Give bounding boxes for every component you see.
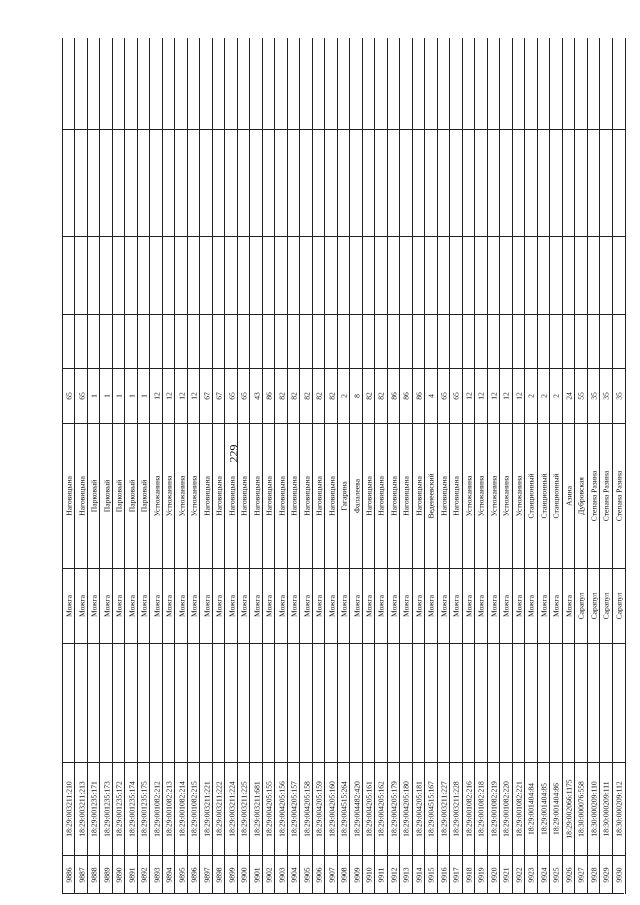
city: Можга bbox=[252, 595, 262, 617]
house-number: 12 bbox=[177, 392, 187, 400]
table-row bbox=[549, 38, 562, 894]
row-number: 9905 bbox=[302, 867, 312, 883]
row-number: 9893 bbox=[152, 867, 162, 883]
house-number: 65 bbox=[77, 392, 87, 400]
city: Можга bbox=[476, 595, 486, 617]
row-number: 9899 bbox=[227, 867, 237, 883]
city: Можга bbox=[139, 595, 149, 617]
house-number: 86 bbox=[401, 392, 411, 400]
street: Веденеевский bbox=[426, 473, 436, 519]
street: Дубровская bbox=[576, 477, 586, 515]
house-number: 86 bbox=[389, 392, 399, 400]
cadastral-number: 18:29:001404:84 bbox=[526, 783, 536, 835]
city: Можга bbox=[302, 595, 312, 617]
cadastral-number: 18:29:003211:221 bbox=[202, 781, 212, 837]
cadastral-number: 18:29:003211:224 bbox=[227, 781, 237, 837]
city: Можга bbox=[114, 595, 124, 617]
table-row bbox=[237, 38, 250, 894]
cadastral-number: 18:29:004205:155 bbox=[264, 781, 274, 837]
cadastral-number: 18:30:000209:110 bbox=[589, 781, 599, 837]
house-number: 65 bbox=[239, 392, 249, 400]
house-number: 2 bbox=[339, 394, 349, 398]
house-number: 2 bbox=[539, 394, 549, 398]
house-number: 67 bbox=[202, 392, 212, 400]
street: Степана Разина bbox=[614, 470, 624, 522]
row-number: 9908 bbox=[339, 867, 349, 883]
cadastral-number: 18:29:004205:179 bbox=[389, 781, 399, 837]
table-row bbox=[87, 38, 100, 894]
street: Азина bbox=[564, 486, 574, 506]
city: Можга bbox=[514, 595, 524, 617]
city: Можга bbox=[127, 595, 137, 617]
cadastral-number: 18:29:004482:420 bbox=[352, 781, 361, 837]
table-row bbox=[462, 38, 475, 894]
city: Можга bbox=[339, 595, 349, 617]
city: Можга bbox=[239, 595, 249, 617]
row-number: 9896 bbox=[189, 867, 199, 883]
table-row bbox=[587, 38, 600, 894]
city: Можга bbox=[277, 595, 287, 617]
page-number-text: 229 bbox=[226, 444, 241, 462]
table-row bbox=[199, 38, 212, 894]
table-row bbox=[499, 38, 512, 894]
row-number: 9910 bbox=[364, 867, 374, 883]
table-row bbox=[387, 38, 400, 894]
cadastral-number: 18:29:003211:228 bbox=[451, 781, 461, 837]
table-row bbox=[324, 38, 337, 894]
cadastral-number: 18:29:001235:173 bbox=[102, 781, 112, 837]
row-number: 9902 bbox=[264, 867, 274, 883]
city: Можга bbox=[451, 595, 461, 617]
street: Устюжанина bbox=[514, 475, 524, 517]
row-number: 9929 bbox=[601, 867, 611, 883]
house-number-cell bbox=[613, 368, 625, 423]
city: Можга bbox=[177, 595, 187, 617]
table-row bbox=[99, 38, 112, 894]
row-number: 9914 bbox=[414, 867, 424, 883]
table-row bbox=[374, 38, 387, 894]
registry-table bbox=[62, 38, 624, 894]
cadastral-number: 18:29:003211:681 bbox=[252, 781, 262, 837]
table-row bbox=[174, 38, 187, 894]
city: Можга bbox=[189, 595, 199, 617]
city: Можга bbox=[389, 595, 399, 617]
row-number: 9915 bbox=[426, 867, 436, 883]
cadastral-number: 18:29:001235:174 bbox=[127, 781, 137, 837]
house-number: 12 bbox=[489, 392, 499, 400]
street: Наговицына bbox=[202, 476, 212, 516]
city: Можга bbox=[102, 595, 112, 617]
house-number: 12 bbox=[464, 392, 474, 400]
cadastral-number: 18:30:000209:111 bbox=[601, 781, 611, 837]
street: Наговицына bbox=[327, 476, 337, 516]
street: Станционный bbox=[526, 473, 536, 519]
cadastral-number: 18:29:003211:227 bbox=[439, 781, 449, 837]
row-number: 9887 bbox=[77, 867, 87, 883]
row-number-cell bbox=[613, 855, 625, 894]
cadastral-number: 18:29:001235:172 bbox=[114, 781, 124, 837]
city: Сарапул bbox=[576, 592, 586, 620]
table-row bbox=[124, 38, 137, 894]
house-number: 12 bbox=[164, 392, 174, 400]
row-number: 9894 bbox=[164, 867, 174, 883]
house-number: 43 bbox=[252, 392, 262, 400]
table-row bbox=[62, 38, 75, 894]
row-number: 9888 bbox=[89, 867, 99, 883]
cadastral-number: 18:29:001082:215 bbox=[189, 781, 199, 837]
house-number: 12 bbox=[189, 392, 199, 400]
house-number: 65 bbox=[439, 392, 449, 400]
row-number: 9911 bbox=[376, 867, 386, 883]
row-number: 9928 bbox=[589, 867, 599, 883]
street: Степана Разина bbox=[601, 470, 611, 522]
city: Можга bbox=[314, 595, 324, 617]
blank-cell-cell bbox=[613, 314, 625, 368]
row-number: 9903 bbox=[277, 867, 287, 883]
row-number: 9920 bbox=[489, 867, 499, 883]
city: Можга bbox=[439, 595, 449, 617]
row-number: 9917 bbox=[451, 867, 461, 883]
street: Парковый bbox=[102, 479, 112, 513]
house-number: 82 bbox=[289, 392, 299, 400]
blank-cell-cell bbox=[613, 236, 625, 314]
street: Гагарина bbox=[339, 481, 349, 511]
cadastral-number: 18:29:004515:264 bbox=[339, 781, 349, 837]
row-number: 9898 bbox=[214, 867, 224, 883]
house-number: 4 bbox=[426, 394, 436, 398]
city: Можга bbox=[227, 595, 237, 617]
street: Фалалеева bbox=[352, 478, 361, 514]
city: Сарапул bbox=[589, 592, 599, 620]
house-number: 82 bbox=[302, 392, 312, 400]
cadastral-number: 18:29:001082:216 bbox=[464, 781, 474, 837]
city: Можга bbox=[327, 595, 337, 617]
cadastral-number-cell bbox=[613, 762, 625, 855]
cadastral-number: 18:29:002066:1175 bbox=[564, 779, 574, 839]
row-number: 9913 bbox=[401, 867, 411, 883]
table-row bbox=[349, 38, 362, 894]
blank-cell-cell bbox=[613, 643, 625, 762]
house-number: 55 bbox=[576, 392, 586, 400]
row-number: 9889 bbox=[102, 867, 112, 883]
table-row bbox=[524, 38, 537, 894]
house-number: 1 bbox=[114, 394, 124, 398]
street: Парковый bbox=[114, 479, 124, 513]
row-number: 9906 bbox=[314, 867, 324, 883]
house-number: 2 bbox=[526, 394, 536, 398]
table-row bbox=[574, 38, 587, 894]
table-row bbox=[612, 38, 626, 894]
cadastral-number: 18:29:003211:210 bbox=[64, 781, 74, 837]
cadastral-number: 18:29:001082:213 bbox=[164, 781, 174, 837]
city: Можга bbox=[214, 595, 224, 617]
street: Наговицына bbox=[264, 476, 274, 516]
house-number: 86 bbox=[414, 392, 424, 400]
row-number: 9886 bbox=[64, 867, 74, 883]
cadastral-number: 18:29:001404:85 bbox=[539, 783, 549, 835]
city: Можга bbox=[264, 595, 274, 617]
row-number: 9901 bbox=[252, 867, 262, 883]
city: Можга bbox=[564, 595, 574, 617]
row-number: 9923 bbox=[526, 867, 536, 883]
row-number: 9897 bbox=[202, 867, 212, 883]
street: Наговицына bbox=[239, 476, 249, 516]
house-number: 65 bbox=[227, 392, 237, 400]
street: Наговицына bbox=[414, 476, 424, 516]
cadastral-number: 18:29:001082:214 bbox=[177, 781, 187, 837]
city: Можга bbox=[152, 595, 162, 617]
table-row bbox=[474, 38, 487, 894]
city: Можга bbox=[64, 595, 74, 617]
row-number: 9925 bbox=[551, 867, 561, 883]
house-number: 82 bbox=[277, 392, 287, 400]
street: Наговицына bbox=[389, 476, 399, 516]
street: Устюжанина bbox=[501, 475, 511, 517]
table-row bbox=[212, 38, 225, 894]
cadastral-number: 18:29:004205:180 bbox=[401, 781, 411, 837]
cadastral-number: 18:29:001082:220 bbox=[501, 781, 511, 837]
house-number: 82 bbox=[314, 392, 324, 400]
street: Устюжанина bbox=[152, 475, 162, 517]
street: Устюжанина bbox=[464, 475, 474, 517]
row-number: 9892 bbox=[139, 867, 149, 883]
table-row bbox=[399, 38, 412, 894]
house-number: 12 bbox=[152, 392, 162, 400]
city: Можга bbox=[551, 595, 561, 617]
cadastral-number: 18:30:000076:558 bbox=[576, 781, 586, 837]
table-row bbox=[362, 38, 375, 894]
house-number: 8 bbox=[352, 394, 361, 398]
table-row bbox=[162, 38, 175, 894]
table-row bbox=[599, 38, 612, 894]
row-number: 9922 bbox=[514, 867, 524, 883]
table-row bbox=[74, 38, 87, 894]
cadastral-number: 18:29:004205:162 bbox=[376, 781, 386, 837]
cadastral-number: 18:29:004205:159 bbox=[314, 781, 324, 837]
city: Можга bbox=[501, 595, 511, 617]
city: Можга bbox=[352, 595, 361, 617]
city: Можга bbox=[464, 595, 474, 617]
city: Можга bbox=[489, 595, 499, 617]
street: Устюжанина bbox=[164, 475, 174, 517]
row-number: 9916 bbox=[439, 867, 449, 883]
street: Устюжанина bbox=[177, 475, 187, 517]
city: Можга bbox=[539, 595, 549, 617]
street: Наговицына bbox=[289, 476, 299, 516]
cadastral-number: 18:29:004205:160 bbox=[327, 781, 337, 837]
cadastral-number: 18:29:004205:156 bbox=[277, 781, 287, 837]
table-row bbox=[487, 38, 500, 894]
table-row bbox=[262, 38, 275, 894]
city: Можга bbox=[202, 595, 212, 617]
row-number: 9907 bbox=[327, 867, 337, 883]
house-number: 35 bbox=[589, 392, 599, 400]
table-row bbox=[187, 38, 200, 894]
street: Наговицына bbox=[277, 476, 287, 516]
cadastral-number: 18:29:004205:157 bbox=[289, 781, 299, 837]
street: Устюжанина bbox=[189, 475, 199, 517]
street: Станционный bbox=[539, 473, 549, 519]
house-number: 67 bbox=[214, 392, 224, 400]
street: Устюжанина bbox=[476, 475, 486, 517]
house-number: 12 bbox=[514, 392, 524, 400]
street: Наговицына bbox=[252, 476, 262, 516]
table-row bbox=[112, 38, 125, 894]
house-number: 2 bbox=[551, 394, 561, 398]
cadastral-number: 18:29:001082:212 bbox=[152, 781, 162, 837]
table-row bbox=[149, 38, 162, 894]
table-row bbox=[437, 38, 450, 894]
city: Можга bbox=[164, 595, 174, 617]
table-row bbox=[449, 38, 462, 894]
house-number: 65 bbox=[451, 392, 461, 400]
house-number: 24 bbox=[564, 392, 574, 400]
city: Можга bbox=[414, 595, 424, 617]
table-row bbox=[424, 38, 437, 894]
table-row bbox=[337, 38, 350, 894]
cadastral-number: 18:30:000209:112 bbox=[614, 781, 624, 837]
cadastral-number: 18:29:001235:171 bbox=[89, 781, 99, 837]
cadastral-number: 18:29:003211:213 bbox=[77, 781, 87, 837]
street: Наговицына bbox=[401, 476, 411, 516]
table-row bbox=[412, 38, 425, 894]
city: Можга bbox=[401, 595, 411, 617]
cadastral-number: 18:29:004205:181 bbox=[414, 781, 424, 837]
street: Наговицына bbox=[439, 476, 449, 516]
blank-cell-cell bbox=[613, 129, 625, 236]
cadastral-number: 18:29:004205:161 bbox=[364, 781, 374, 837]
city: Можга bbox=[289, 595, 299, 617]
house-number: 1 bbox=[89, 394, 99, 398]
cadastral-number: 18:29:001082:218 bbox=[476, 781, 486, 837]
house-number: 35 bbox=[601, 392, 611, 400]
street: Парковый bbox=[139, 479, 149, 513]
row-number: 9924 bbox=[539, 867, 549, 883]
street: Наговицына bbox=[364, 476, 374, 516]
street: Наговицына bbox=[302, 476, 312, 516]
table-row bbox=[249, 38, 262, 894]
cadastral-number: 18:29:001082:219 bbox=[489, 781, 499, 837]
row-number: 9895 bbox=[177, 867, 187, 883]
street: Устюжанина bbox=[489, 475, 499, 517]
city: Сарапул bbox=[601, 592, 611, 620]
row-number: 9904 bbox=[289, 867, 299, 883]
row-number: 9918 bbox=[464, 867, 474, 883]
row-number: 9930 bbox=[614, 867, 624, 883]
city: Можга bbox=[89, 595, 99, 617]
row-number: 9921 bbox=[501, 867, 511, 883]
table-row bbox=[287, 38, 300, 894]
table-row bbox=[274, 38, 287, 894]
city: Можга bbox=[376, 595, 386, 617]
city: Можга bbox=[426, 595, 436, 617]
row-number: 9926 bbox=[564, 867, 574, 883]
table-row bbox=[299, 38, 312, 894]
table-row bbox=[562, 38, 575, 894]
row-number: 9919 bbox=[476, 867, 486, 883]
city-cell bbox=[613, 568, 625, 643]
street: Наговицына bbox=[214, 476, 224, 516]
row-number: 9912 bbox=[389, 867, 399, 883]
table-row bbox=[224, 38, 237, 894]
city: Можга bbox=[364, 595, 374, 617]
table-row bbox=[137, 38, 150, 894]
house-number: 1 bbox=[127, 394, 137, 398]
row-number: 9891 bbox=[127, 867, 137, 883]
house-number: 65 bbox=[64, 392, 74, 400]
street: Наговицына bbox=[64, 476, 74, 516]
house-number: 1 bbox=[102, 394, 112, 398]
row-number: 9909 bbox=[352, 867, 361, 883]
street: Парковый bbox=[89, 479, 99, 513]
street: Наговицына bbox=[77, 476, 87, 516]
cadastral-number: 18:29:001404:86 bbox=[551, 783, 561, 835]
cadastral-number: 18:29:001235:175 bbox=[139, 781, 149, 837]
house-number: 82 bbox=[364, 392, 374, 400]
street: Наговицына bbox=[227, 476, 237, 516]
house-number: 82 bbox=[376, 392, 386, 400]
table-row bbox=[512, 38, 525, 894]
house-number: 12 bbox=[476, 392, 486, 400]
street: Наговицына bbox=[314, 476, 324, 516]
cadastral-number: 18:29:004205:158 bbox=[302, 781, 312, 837]
row-number: 9927 bbox=[576, 867, 586, 883]
city: Можга bbox=[77, 595, 87, 617]
house-number: 12 bbox=[501, 392, 511, 400]
house-number: 86 bbox=[264, 392, 274, 400]
cadastral-number: 18:29:003211:225 bbox=[239, 781, 249, 837]
cadastral-number: 18:29:003211:222 bbox=[214, 781, 224, 837]
street: Степана Разина bbox=[589, 470, 599, 522]
table-row bbox=[537, 38, 550, 894]
house-number: 82 bbox=[327, 392, 337, 400]
blank-cell-cell bbox=[613, 29, 625, 129]
table-row bbox=[312, 38, 325, 894]
cadastral-number: 18:29:001082:221 bbox=[514, 781, 524, 837]
city: Можга bbox=[526, 595, 536, 617]
street: Наговицына bbox=[376, 476, 386, 516]
street: Наговицына bbox=[451, 476, 461, 516]
street-cell bbox=[613, 423, 625, 568]
street: Станционный bbox=[551, 473, 561, 519]
row-number: 9890 bbox=[114, 867, 124, 883]
house-number: 1 bbox=[139, 394, 149, 398]
row-number: 9900 bbox=[239, 867, 249, 883]
street: Парковый bbox=[127, 479, 137, 513]
city: Сарапул bbox=[614, 592, 624, 620]
cadastral-number: 18:29:004515:167 bbox=[426, 781, 436, 837]
house-number: 35 bbox=[614, 392, 624, 400]
